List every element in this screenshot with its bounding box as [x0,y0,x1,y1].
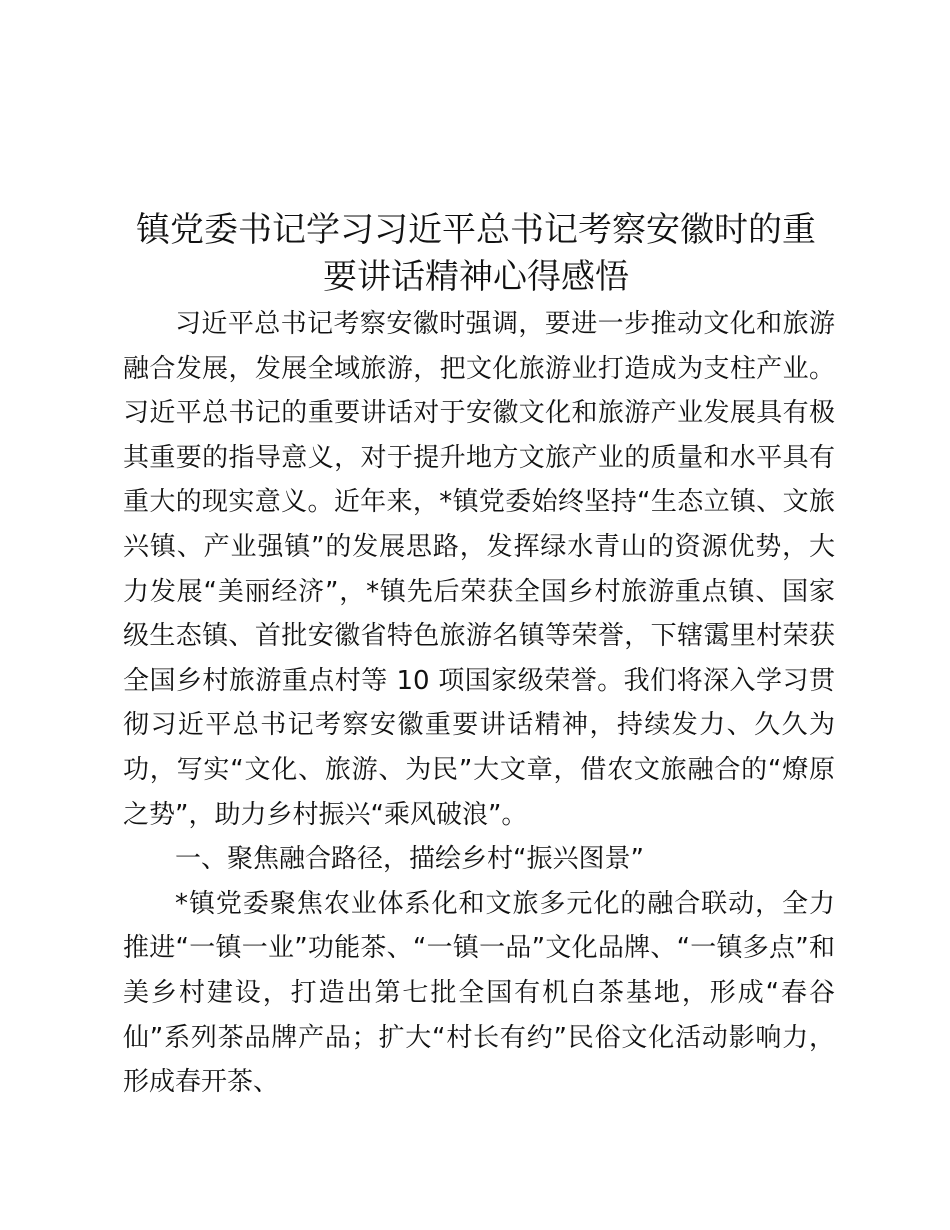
section-heading: 一、聚焦融合路径，描绘乡村“振兴图景” [175,844,644,875]
document-body [123,302,835,1105]
paragraph-section-one: *镇党委聚焦农业体系化和文旅多元化的融合联动，全力推进“一镇一业”功能茶、“一镇一品”文化品牌、“一镇多点”和美乡村建设，打造出第七批全国有机白茶基地，形成“春谷仙”系列茶品牌产品；扩大“村长有约”民俗文化活动影响力，形成春开茶、 [123,888,835,1098]
document-title: 镇党委书记学习习近平总书记考察安徽时的重要讲话精神心得感悟 [136,210,816,297]
paragraph-intro: 习近平总书记考察安徽时强调，要进一步推动文化和旅游融合发展，发展全域旅游，把文化旅游业打造成为支柱产业。习近平总书记的重要讲话对于安徽文化和旅游产业发展具有极其重要的指导意义，对于提升地方文旅产业的质量和水平具有重大的现实意义。近年来，*镇党委始终坚持“生态立镇、文旅兴镇、产业强镇”的发展思路，发挥绿水青山的资源优势，大力发展“美丽经济”，*镇先后荣获全国乡村旅游重点镇、国家级生态镇、首批安徽省特色旅游名镇等荣誉，下辖霭里村荣获全国乡村旅游重点村等 10 项国家级荣誉。我们将深入学习贯彻习近平总书记考察安徽重要讲话精神，持续发力、久久为功，写实“文化、旅游、为民”大文章，借农文旅融合的“燎原之势”，助力乡村振兴“乘风破浪”。 [123,309,835,830]
